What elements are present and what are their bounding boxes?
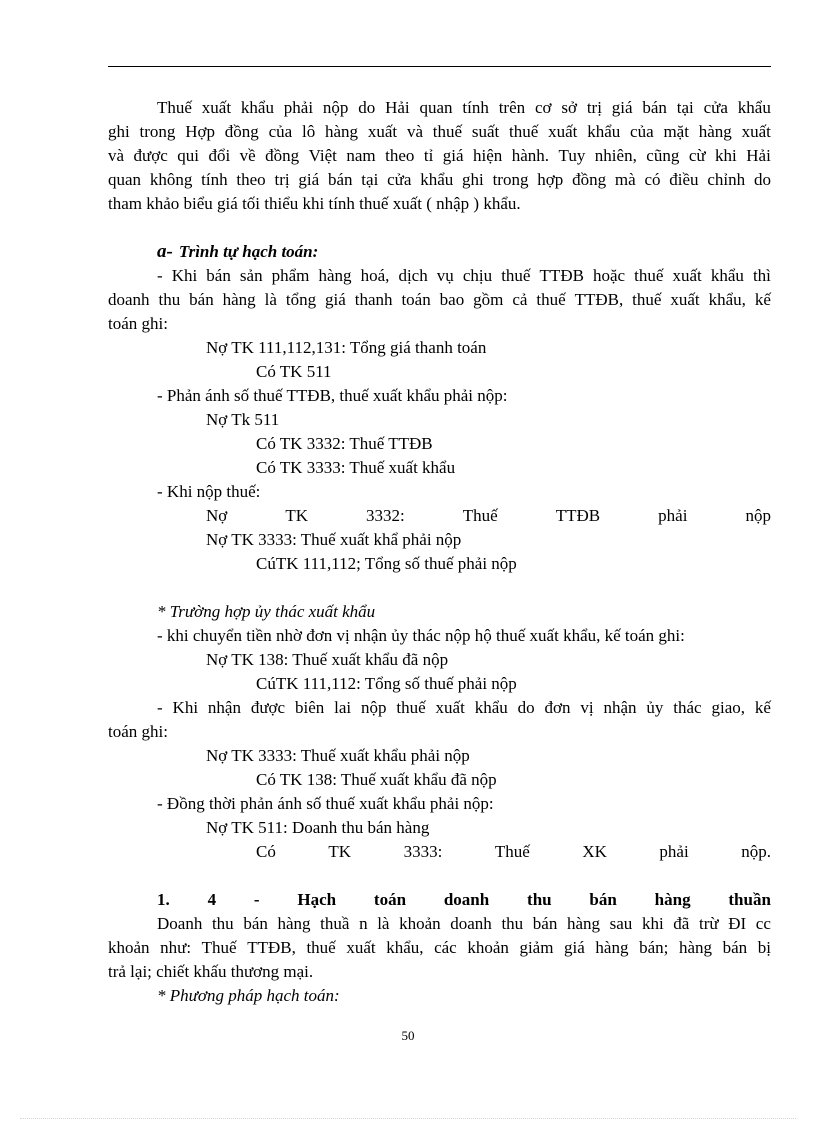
word: thu <box>527 890 552 909</box>
word: thu <box>158 290 181 309</box>
word: bao <box>439 290 465 309</box>
word: bán <box>327 170 353 189</box>
word: bán <box>589 890 617 909</box>
word: thác <box>673 698 702 717</box>
word: điều <box>669 170 699 189</box>
section-1-4-heading <box>108 888 771 912</box>
entry-debit-justified <box>108 504 771 528</box>
entry-debit: Nợ TK 3333: Thuế xuất khẩ phải nộp <box>206 530 462 549</box>
entry-debit: Nợ TK 111,112,131: Tổng giá thanh toán <box>206 338 487 357</box>
paragraph-line: toán ghi: <box>108 314 168 333</box>
word: phẩm <box>271 266 310 285</box>
word: của <box>268 122 293 141</box>
word: cơ <box>534 98 552 117</box>
word: thuế <box>536 290 566 309</box>
word: xuất <box>670 290 700 309</box>
word: vụ <box>436 266 454 285</box>
word: suất <box>471 122 500 141</box>
entry-credit: Có TK 3332: Thuế TTĐB <box>256 434 433 453</box>
section-a-mark: a- <box>157 241 173 262</box>
word: như: <box>160 938 192 957</box>
word: TK <box>328 842 352 861</box>
word: bị <box>757 938 771 957</box>
word: trị <box>586 98 602 117</box>
word: tính <box>462 98 489 117</box>
entry-credit: Có TK 138: Thuế xuất khẩu đã nộp <box>256 770 497 789</box>
word: trong <box>492 170 529 189</box>
instruction-line: - Phản ánh số thuế TTĐB, thuế xuất khẩu phải nộp: <box>157 386 508 405</box>
header-rule <box>108 66 771 67</box>
word: thu <box>211 914 234 933</box>
word: thuế <box>306 938 336 957</box>
paragraph-line: tham khảo biểu giá tối thiểu khi tính thuế xuất ( nhập ) khẩu. <box>108 194 521 213</box>
word: bán <box>189 290 214 309</box>
word: nam <box>346 146 376 165</box>
word: và <box>406 122 423 141</box>
word: sản <box>239 266 263 285</box>
word: đã <box>673 914 690 933</box>
word: thu <box>501 914 524 933</box>
word: thuế <box>509 122 539 141</box>
word: khẩu <box>587 122 621 141</box>
word: khoản <box>467 938 509 957</box>
paragraph-line: toán ghi: <box>108 722 168 741</box>
word: tỉ <box>423 146 434 165</box>
word: 3332: <box>366 506 405 525</box>
word: Nợ <box>206 506 228 525</box>
trust-heading: * Trường hợp ủy thác xuất khẩu <box>157 602 376 621</box>
word: ghi <box>108 122 130 141</box>
word: khẩu, <box>386 938 424 957</box>
word: hàng <box>318 266 352 285</box>
word: cửa <box>703 98 728 117</box>
word: toán <box>373 890 407 909</box>
word: nhận <box>207 698 241 717</box>
word: khi <box>715 146 737 165</box>
word: TK <box>285 506 308 525</box>
word: cũng <box>646 146 680 165</box>
word: trị <box>274 170 290 189</box>
word: ĐI <box>728 914 747 933</box>
word: sở <box>561 98 577 117</box>
instruction-line: - khi chuyển tiền nhờ đơn vị nhận ủy thác nộp hộ thuế xuất khẩu, kế toán ghi: <box>157 626 685 645</box>
word: bán <box>243 914 268 933</box>
word: Hải <box>385 98 410 117</box>
entry-debit: Nợ TK 511: Doanh thu bán hàng <box>206 818 430 837</box>
word: lai <box>334 698 352 717</box>
word: Hợp <box>185 122 215 141</box>
word: thuần <box>728 890 771 909</box>
word: bán <box>642 98 667 117</box>
word: do <box>358 98 376 117</box>
paragraph-line <box>108 288 771 312</box>
word: Thuế <box>157 98 192 117</box>
word: XK <box>582 842 607 861</box>
word: theo <box>385 146 415 165</box>
word: đồng <box>572 170 607 189</box>
word: khẩu <box>737 98 771 117</box>
word: ghi <box>462 170 484 189</box>
word: được <box>250 698 286 717</box>
word: thuế <box>632 290 662 309</box>
word: doanh <box>450 914 492 933</box>
word: cửa <box>387 170 412 189</box>
word: giá <box>298 170 320 189</box>
word: bán; <box>639 938 669 957</box>
word: do <box>753 170 771 189</box>
word: hàng <box>654 890 691 909</box>
word: xuất <box>201 98 232 117</box>
word: được <box>133 146 168 165</box>
word: nộp <box>322 98 349 117</box>
word: và <box>108 146 125 165</box>
entry-credit: CúTK 111,112: Tổng số thuế phải nộp <box>256 674 517 693</box>
word: nộp <box>361 698 387 717</box>
method-heading: * Phương pháp hạch toán: <box>157 986 340 1005</box>
word: xuất <box>346 938 376 957</box>
word: tổng <box>285 290 317 309</box>
paragraph-line <box>108 696 771 720</box>
section-a-heading <box>108 240 771 264</box>
entry-credit-justified <box>108 840 771 864</box>
entry-credit: Có TK 3333: Thuế xuất khẩu <box>256 458 456 477</box>
word: tại <box>676 98 694 117</box>
paragraph-line <box>108 96 771 120</box>
word: khoản <box>399 914 441 933</box>
paragraph-line <box>108 936 771 960</box>
word: tại <box>361 170 379 189</box>
word: là <box>377 914 390 933</box>
word: hiện <box>473 146 503 165</box>
instruction-line: - Khi nộp thuế: <box>157 482 261 501</box>
word: Tuy <box>558 146 586 165</box>
page-body <box>108 96 771 1008</box>
word: Doanh <box>157 914 203 933</box>
word: - <box>253 890 260 909</box>
word: qui <box>177 146 199 165</box>
word: Khi <box>171 266 198 285</box>
word: hàng <box>678 938 712 957</box>
paragraph-line <box>108 144 771 168</box>
word: hàng <box>698 122 732 141</box>
word: mặt <box>663 122 689 141</box>
word: phải <box>659 842 689 861</box>
word: thuế <box>501 266 531 285</box>
word: nhiên, <box>594 146 637 165</box>
word: của <box>630 122 654 141</box>
word: theo <box>236 170 266 189</box>
word: toán <box>401 290 431 309</box>
page-bottom-border <box>20 1118 796 1119</box>
paragraph-line <box>108 912 771 936</box>
word: 1. <box>157 890 170 909</box>
word: Khi <box>172 698 199 717</box>
word: n <box>359 914 368 933</box>
word: bán <box>722 938 748 957</box>
word: phải <box>658 506 688 525</box>
word: Thuế <box>201 938 237 957</box>
word: chịu <box>462 266 493 285</box>
word: kế <box>754 290 771 309</box>
word: cừ <box>688 146 706 165</box>
word: khẩu <box>710 266 744 285</box>
word: Thuế <box>494 842 530 861</box>
word: xuất <box>367 122 398 141</box>
word: trong <box>139 122 176 141</box>
entry-credit: Có TK 511 <box>256 362 332 381</box>
word: lô <box>301 122 316 141</box>
entry-debit: Nợ Tk 511 <box>206 410 280 429</box>
word: - <box>157 698 163 717</box>
word: cả <box>512 290 528 309</box>
word: đồng <box>265 146 300 165</box>
word: Thuế <box>462 506 498 525</box>
word: quan <box>419 98 453 117</box>
word: khẩu <box>240 98 274 117</box>
word: dịch <box>398 266 428 285</box>
paragraph-line: trả lại; chiết khấu thương mại. <box>108 962 314 981</box>
word: bán <box>532 914 558 933</box>
word: khẩu <box>474 698 508 717</box>
word: kế <box>754 698 771 717</box>
word: giao, <box>711 698 745 717</box>
word: không <box>149 170 193 189</box>
entry-credit: CúTK 111,112; Tổng số thuế phải nộp <box>256 554 517 573</box>
word: doanh <box>443 890 490 909</box>
word: thuế <box>396 698 426 717</box>
word: hoặc <box>593 266 626 285</box>
word: bán <box>206 266 231 285</box>
word: Hải <box>746 146 771 165</box>
word: đổi <box>208 146 231 165</box>
word: mà <box>614 170 636 189</box>
word: khi <box>641 914 664 933</box>
word: xuất <box>741 122 771 141</box>
word: khoản <box>108 938 150 957</box>
word: hàng <box>566 914 601 933</box>
word: các <box>434 938 457 957</box>
word: hàng <box>277 914 311 933</box>
word: sau <box>609 914 633 933</box>
word: thuế <box>634 266 664 285</box>
word: nộp. <box>741 842 771 861</box>
word: thì <box>752 266 771 285</box>
word: đồng <box>224 122 259 141</box>
word: ủy <box>646 698 664 717</box>
word: phải <box>283 98 314 117</box>
word: khẩu <box>420 170 454 189</box>
word: quan <box>108 170 142 189</box>
word: trên <box>498 98 526 117</box>
instruction-line: - Đồng thời phản ánh số thuế xuất khẩu phải nộp: <box>157 794 494 813</box>
word: TTĐB <box>555 506 601 525</box>
word: hoá, <box>360 266 390 285</box>
entry-debit: Nợ TK 138: Thuế xuất khẩu đã nộp <box>206 650 449 669</box>
word: thuầ <box>320 914 350 933</box>
word: đơn <box>544 698 571 717</box>
word: giá <box>611 98 633 117</box>
paragraph-line <box>108 168 771 192</box>
word: chỉnh <box>707 170 746 189</box>
word: biên <box>294 698 325 717</box>
word: doanh <box>108 290 150 309</box>
word: tính <box>201 170 228 189</box>
word: hàng <box>595 938 629 957</box>
word: nộp <box>745 506 771 525</box>
word: Có <box>256 842 276 861</box>
word: do <box>517 698 535 717</box>
word: giá <box>325 290 346 309</box>
word: hàng <box>325 122 359 141</box>
page-number: 50 <box>401 1028 415 1043</box>
word: xuất <box>435 698 465 717</box>
section-a-title: Trình tự hạch toán: <box>178 242 319 261</box>
word: TTĐB, <box>247 938 296 957</box>
word: Việt <box>308 146 337 165</box>
word: giá <box>442 146 464 165</box>
word: xuất <box>672 266 702 285</box>
paragraph-line <box>108 120 771 144</box>
word: vị <box>580 698 594 717</box>
word: thuế <box>432 122 463 141</box>
word: giảm <box>519 938 554 957</box>
word: hành. <box>511 146 550 165</box>
word: nhận <box>603 698 637 717</box>
word: giá <box>564 938 585 957</box>
word: khẩu, <box>708 290 746 309</box>
word: có <box>644 170 661 189</box>
word: TTĐB, <box>574 290 624 309</box>
word: 3333: <box>403 842 443 861</box>
word: - <box>157 266 163 285</box>
word: trừ <box>698 914 719 933</box>
word: gồm <box>473 290 504 309</box>
word: TTĐB <box>539 266 584 285</box>
word: hợp <box>537 170 564 189</box>
entry-debit: Nợ TK 3333: Thuế xuất khẩu phải nộp <box>206 746 470 765</box>
word: hàng <box>222 290 256 309</box>
word: xuất <box>548 122 578 141</box>
word: cc <box>755 914 771 933</box>
paragraph-line <box>108 264 771 288</box>
word: thanh <box>354 290 393 309</box>
word: 4 <box>207 890 217 909</box>
word: về <box>239 146 256 165</box>
word: Hạch <box>297 890 337 909</box>
word: là <box>264 290 277 309</box>
